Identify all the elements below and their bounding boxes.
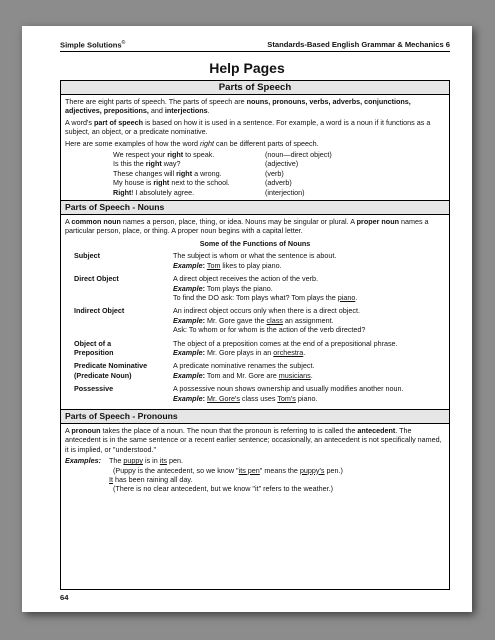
- section-nouns: [61, 215, 449, 409]
- section-heading-parts-of-speech: Parts of Speech: [61, 81, 449, 95]
- running-head: [60, 40, 450, 50]
- example-row: Right! I absolutely agree. (interjection): [113, 187, 305, 197]
- function-object-of-preposition: Object of a Preposition The object of a preposition comes at the end of a prepositional phrase. Example: Mr. Gore plays in an orchestra.: [74, 338, 398, 357]
- section-pronouns: [61, 424, 449, 496]
- function-direct-object: Direct Object A direct object receives the action of the verb. Example: Tom plays the piano. To find the DO ask: Tom plays what? Tom plays the piano.: [74, 274, 358, 302]
- publisher-name: Simple Solutions©: [60, 40, 126, 50]
- function-indirect-object: Indirect Object An indirect object occurs only when there is a direct object. Example: Mr. Gore gave the class an assignment. Ask: To whom or for whom is the action of the verb directed?: [74, 306, 366, 335]
- function-predicate-nominative: Predicate Nominative (Predicate Noun) A predicate nominative renames the subject. Example: Tom and Mr. Gore are musicians.: [74, 361, 315, 380]
- section-parts-of-speech: [61, 95, 449, 200]
- page-number: 64: [60, 593, 69, 602]
- functions-title: Some of the Functions of Nouns: [199, 238, 311, 248]
- workbook-page: [22, 26, 472, 612]
- pronoun-examples: Examples: The puppy is in its pen. (Puppy is the antecedent, so we know "its pen" means the puppy's pen.) It has been raining all day. (There is no clear antecedent, but we know "it" refers to the weather.): [65, 456, 343, 494]
- section-heading-pronouns: Parts of Speech - Pronouns: [61, 409, 449, 424]
- rule-paragraph: A word's part of speech is based on how it is used in a sentence. For example, a word is a noun if it functions as a subject, an object, or a predicate nominative.: [65, 117, 431, 137]
- example-row: Is this the right way? (adjective): [113, 159, 299, 169]
- examples-lead: Here are some examples of how the word right can be different parts of speech.: [65, 138, 319, 148]
- section-heading-nouns: Parts of Speech - Nouns: [61, 200, 449, 215]
- header-rule: [60, 51, 450, 52]
- example-row: We respect your right to speak. (noun—direct object): [113, 150, 332, 160]
- page-title: Help Pages: [209, 60, 285, 76]
- function-subject: Subject The subject is whom or what the sentence is about. Example: Tom likes to play piano.: [74, 251, 337, 270]
- example-row: These changes will right a wrong. (verb): [113, 168, 284, 178]
- example-row: My house is right next to the school. (adverb): [113, 178, 292, 188]
- book-title: Standards-Based English Grammar & Mechanics 6: [267, 40, 450, 49]
- pronouns-paragraph: A pronoun takes the place of a noun. The noun that the pronoun is referring to is called the antecedent. The antecedent is in the same sentence or a recent earlier sentence; occasionally, an antecedent is not specifically named, it is implied, or "understood.": [65, 425, 442, 454]
- function-possessive: Possessive A possessive noun shows ownership and usually modifies another noun. Example: Mr. Gore's class uses Tom's piano.: [74, 384, 404, 403]
- nouns-paragraph: A common noun names a person, place, thing, or idea. Nouns may be singular or plural. A proper noun names a particular person, place, or thing. A proper noun begins with a capital letter.: [65, 217, 429, 236]
- help-box: [60, 80, 450, 590]
- intro-paragraph: There are eight parts of speech. The parts of speech are nouns, pronouns, verbs, adverbs, conjunctions, adjectives, prepositions, and interjections.: [65, 97, 411, 116]
- right-examples-table: [113, 150, 445, 197]
